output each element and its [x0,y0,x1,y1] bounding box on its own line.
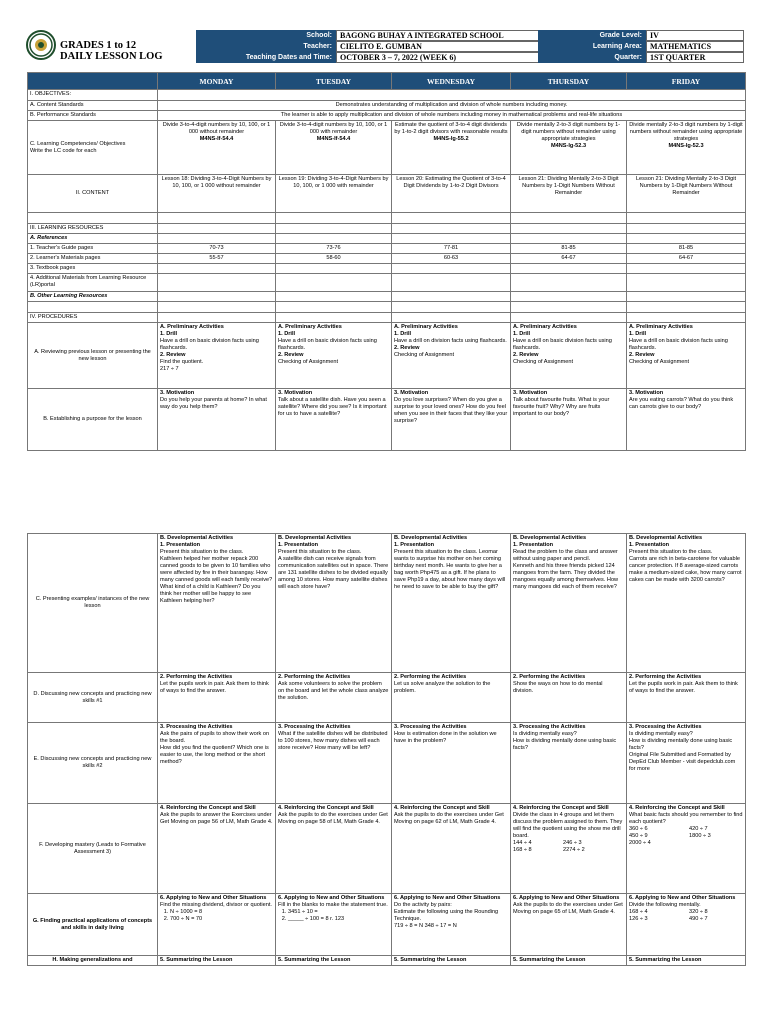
discussing-1-label: D. Discussing new concepts and practicing new skills #1 [28,673,158,723]
teacher-label-cell: Teacher: [196,41,336,52]
tg-friday: 81-85 [627,244,746,254]
procedures-heading: IV. PROCEDURES [28,313,158,323]
tg-wednesday: 77-81 [392,244,511,254]
mastery-label: F. Developing mastery (Leads to Formative Assessment 3) [28,804,158,894]
other-resources-label: B. Other Learning Resources [28,292,158,302]
lesson-table-part2 [27,533,746,966]
lm-wednesday: 60-63 [392,254,511,264]
lm-label: 2. Learner's Materials pages [28,254,158,264]
day-thursday: THURSDAY [511,73,627,90]
reviewing-thursday: A. Preliminary Activities 1. Drill Have a drill on basic division facts using flashcards. 2. Review Checking of Assignment [511,323,627,389]
discussing-2-thursday: 3. Processing the Activities Is dividing mentally easy? How is dividing mentally done using basic facts? [511,723,627,804]
deped-seal-icon [26,30,56,60]
purpose-label: B. Establishing a purpose for the lesson [28,389,158,451]
lesson-table-part1 [27,72,746,451]
tg-tuesday: 73-76 [276,244,392,254]
purpose-monday: 3. Motivation Do you help your parents at home? In what way do you help them? [158,389,276,451]
content-thursday: Lesson 21: Dividing Mentally 2-to-3 Digit Numbers by 1-Digit Numbers Without Remainder [511,175,627,213]
applications-friday: 6. Applying to New and Other Situations Divide the following mentally. 168 ÷ 4 320 ÷ 8 126 ÷ 3 490 ÷ 7 [627,894,746,956]
school-value: BAGONG BUHAY A INTEGRATED SCHOOL [336,30,562,41]
mastery-monday: 4. Reinforcing the Concept and Skill Ask the pupils to answer the Exercises under Get Moving on page 56 of LM, Math Grade 4. [158,804,276,894]
reviewing-friday: A. Preliminary Activities 1. Drill Have a drill on basic division facts using flashcards. 2. Review Checking of Assignment [627,323,746,389]
area-value: MATHEMATICS [646,41,744,52]
tg-monday: 70-73 [158,244,276,254]
content-standards: Demonstrates understanding of multiplication and division of whole numbers including money. [158,101,746,111]
lm-thursday: 64-67 [511,254,627,264]
tg-thursday: 81-85 [511,244,627,254]
tg-label: 1. Teacher's Guide pages [28,244,158,254]
objectives-heading: I. OBJECTIVES: [28,90,158,101]
mastery-wednesday: 4. Reinforcing the Concept and Skill Ask the pupils to do the exercises under Get Moving on page 62 of LM, Math Grade 4. [392,804,511,894]
presenting-label: C. Presenting examples/ instances of the new lesson [28,534,158,673]
competencies-label-cell: C. Learning Competencies/ Objectives Write the LC code for each [28,121,158,175]
purpose-wednesday: 3. Motivation Do you love surprises? When do you give a surprise to your loved ones? How do you feel when you see in their faces that they like your surprise? [392,389,511,451]
dates-value: OCTOBER 3 – 7, 2022 (WEEK 6) [336,52,562,63]
content-friday: Lesson 21: Dividing Mentally 2-to-3 Digit Numbers by 1-Digit Numbers Without Remainder [627,175,746,213]
presenting-tuesday: B. Developmental Activities 1. Presentation Present this situation to the class. A satellite dish can receive signals from communication satellites out in space. There are 131 satellite dishes to be divided equally among 10 stores. How many satellite dishes will each store have? [276,534,392,673]
performance-standards-label: B. Performance Standards [28,111,158,121]
textbook-label: 3. Textbook pages [28,264,158,274]
mastery-tuesday: 4. Reinforcing the Concept and Skill Ask the pupils to do the exercises under Get Moving on page 58 of LM, Math Grade 4. [276,804,392,894]
discussing-1-thursday: 2. Performing the Activities Show the ways on how to do mental division. [511,673,627,723]
teacher-value: CIELITO E. GUMBAN [336,41,562,52]
header [26,30,744,66]
applications-thursday: 6. Applying to New and Other Situations Ask the pupils to do the exercises under Get Moving on page 65 of LM, Math Grade 4. [511,894,627,956]
day-tuesday: TUESDAY [276,73,392,90]
discussing-2-wednesday: 3. Processing the Activities How is estimation done in the solution we have in the problem? [392,723,511,804]
presenting-wednesday: B. Developmental Activities 1. Presentation Present this situation to the class. Leomar wants to surprise his mother on her coming birthday next month. He wants to give her a bag worth Php475 as a gift. If he plans to save Php19 a day, about how many days will he need to save to be able to buy the gift? [392,534,511,673]
competency-friday: Divide mentally 2-to-3 digit numbers by 1-digit numbers without remainder using appropriate strategies M4NS-Ig-52.3 [627,121,746,175]
applications-label: G. Finding practical applications of concepts and skills in daily living [28,894,158,956]
applications-tuesday: 6. Applying to New and Other Situations Fill in the blanks to make the statement true. 1. 3451 ÷ 10 = 2. _____ ÷ 100 = 8 r. 123 [276,894,392,956]
reviewing-tuesday: A. Preliminary Activities 1. Drill Have a drill on basic division facts using flashcards. 2. Review Checking of Assignment [276,323,392,389]
discussing-1-tuesday: 2. Performing the Activities Ask some volunteers to solve the problem on the board and let the whole class analyze the solution. [276,673,392,723]
generalizations-wednesday: 5. Summarizing the Lesson [392,956,511,966]
discussing-2-friday: 3. Processing the Activities Is dividing mentally easy? How is dividing mentally done using basic facts? Original File Submitted and Formatted by DepEd Club Member - visit depedclub.com for more [627,723,746,804]
purpose-tuesday: 3. Motivation Talk about a satellite dish. Have you seen a satellite? Where did you see? Is it important for us to have a satellite? [276,389,392,451]
applications-monday: 6. Applying to New and Other Situations Find the missing dividend, divisor or quotient. 1. N ÷ 1000 = 8 2. 700 ÷ N = 70 [158,894,276,956]
discussing-2-label: E. Discussing new concepts and practicing new skills #2 [28,723,158,804]
presenting-friday: B. Developmental Activities 1. Presentation Present this situation to the class. Carrots are rich in beta-carotene for valuable cancer protection. If 8 average-sized carrots make a medium-sized cake, how many carrot cakes can be made with 3200 carrots? [627,534,746,673]
purpose-thursday: 3. Motivation Talk about favourite fruits. What is your favourite fruit? Why? Why are fruits important to our body? [511,389,627,451]
day-wednesday: WEDNESDAY [392,73,511,90]
purpose-friday: 3. Motivation Are you eating carrots? What do you think can carrots give to our body? [627,389,746,451]
discussing-1-monday: 2. Performing the Activities Let the pupils work in pair. Ask them to think of ways to find the answer. [158,673,276,723]
discussing-1-friday: 2. Performing the Activities Let the pupils work in pair. Ask them to think of ways to find the answer. [627,673,746,723]
grade-value: IV [646,30,744,41]
content-standards-label: A. Content Standards [28,101,158,111]
lm-monday: 55-57 [158,254,276,264]
day-monday: MONDAY [158,73,276,90]
day-friday: FRIDAY [627,73,746,90]
mastery-friday: 4. Reinforcing the Concept and Skill What basic facts should you remember to find each quotient? 360 ÷ 6 420 ÷ 7 450 ÷ 9 1800 ÷ 3 2000 ÷ 4 [627,804,746,894]
lm-tuesday: 58-60 [276,254,392,264]
generalizations-thursday: 5. Summarizing the Lesson [511,956,627,966]
reviewing-label: A. Reviewing previous lesson or presenting the new lesson [28,323,158,389]
discussing-2-monday: 3. Processing the Activities Ask the pairs of pupils to show their work on the board. How did you find the quotient? Which one is easier to use, the long method or the short method? [158,723,276,804]
quarter-value: 1ST QUARTER [646,52,744,63]
discussing-2-tuesday: 3. Processing the Activities What if the satellite dishes will be distributed to 100 stores, how many dishes will each store receive? How many will be left? [276,723,392,804]
generalizations-friday: 5. Summarizing the Lesson [627,956,746,966]
presenting-monday: B. Developmental Activities 1. Presentation Present this situation to the class. Kathleen helped her mother repack 200 canned goods to be given to 10 families who were affected by fire in their barangay. How many canned goods will each family receive? What kind of a child is Kathleen? Do you think her mother will be happy to see Kathleen helping her? [158,534,276,673]
content-label: II. CONTENT [28,175,158,213]
performance-standards: The learner is able to apply multiplication and division of whole numbers including money in mathematical problems and real-life situations [158,111,746,121]
form-title: GRADES 1 to 12 DAILY LESSON LOG [60,40,163,62]
area-label-cell: Learning Area: [538,41,646,52]
content-wednesday: Lesson 20: Estimating the Quotient of 3-to-4 Digit Dividends by 1-to-2 Digit Divisors [392,175,511,213]
generalizations-label: H. Making generalizations and [28,956,158,966]
competency-tuesday: Divide 3-to-4-digit numbers by 10, 100, or 1 000 with remainder M4NS-If-54.4 [276,121,392,175]
reviewing-wednesday: A. Preliminary Activities 1. Drill Have a drill on division facts using flashcards. 2. Review Checking of Assignment [392,323,511,389]
discussing-1-wednesday: 2. Performing the Activities Let us solve analyze the solution to the problem. [392,673,511,723]
competency-wednesday: Estimate the quotient of 3-to-4 digit dividends by 1-to-2 digit divisors with reasonable results M4NS-Ig-55.2 [392,121,511,175]
lm-friday: 64-67 [627,254,746,264]
mastery-thursday: 4. Reinforcing the Concept and Skill Divide the class in 4 groups and let them discuss the problem assigned to them. They will find the quotient using the show me drill board. 144 ÷ 4 246 ÷ 3 168 ÷ 8 2274 ÷ 2 [511,804,627,894]
generalizations-monday: 5. Summarizing the Lesson [158,956,276,966]
competency-thursday: Divide mentally 2-to-3 digit numbers by 1-digit numbers without remainder using appropriate strategies M4NS-Ig-52.3 [511,121,627,175]
day-header-row [28,73,746,90]
applications-wednesday: 6. Applying to New and Other Situations Do the activity by pairs: Estimate the following using the Rounding Technique. 719 ÷ 8 = N 348 ÷ 17 = N [392,894,511,956]
grade-label-cell: Grade Level: [538,30,646,41]
school-label-cell: School: [196,30,336,41]
dates-label-cell: Teaching Dates and Time: [196,52,336,63]
quarter-label-cell: Quarter: [538,52,646,63]
content-tuesday: Lesson 19: Dividing 3-to-4-Digit Numbers by 10, 100, or 1 000 with remainder [276,175,392,213]
presenting-thursday: B. Developmental Activities 1. Presentation Read the problem to the class and answer without using paper and pencil. Kenneth and his three friends picked 124 mangoes from the farm. They divided the mangoes equally among themselves. How many mangoes did each of them receive? [511,534,627,673]
generalizations-tuesday: 5. Summarizing the Lesson [276,956,392,966]
competency-monday: Divide 3-to-4-digit numbers by 10, 100, or 1 000 without remainder M4NS-If-54.4 [158,121,276,175]
reviewing-monday: A. Preliminary Activities 1. Drill Have a drill on basic division facts using flashcards. 2. Review Find the quotient. 217 ÷ 7 [158,323,276,389]
content-monday: Lesson 18: Dividing 3-to-4-Digit Numbers by 10, 100, or 1 000 without remainder [158,175,276,213]
additional-materials-label: 4. Additional Materials from Learning Resource (LR)portal [28,274,158,292]
resources-heading: III. LEARNING RESOURCES [28,224,158,234]
references-label: A. References [28,234,158,244]
